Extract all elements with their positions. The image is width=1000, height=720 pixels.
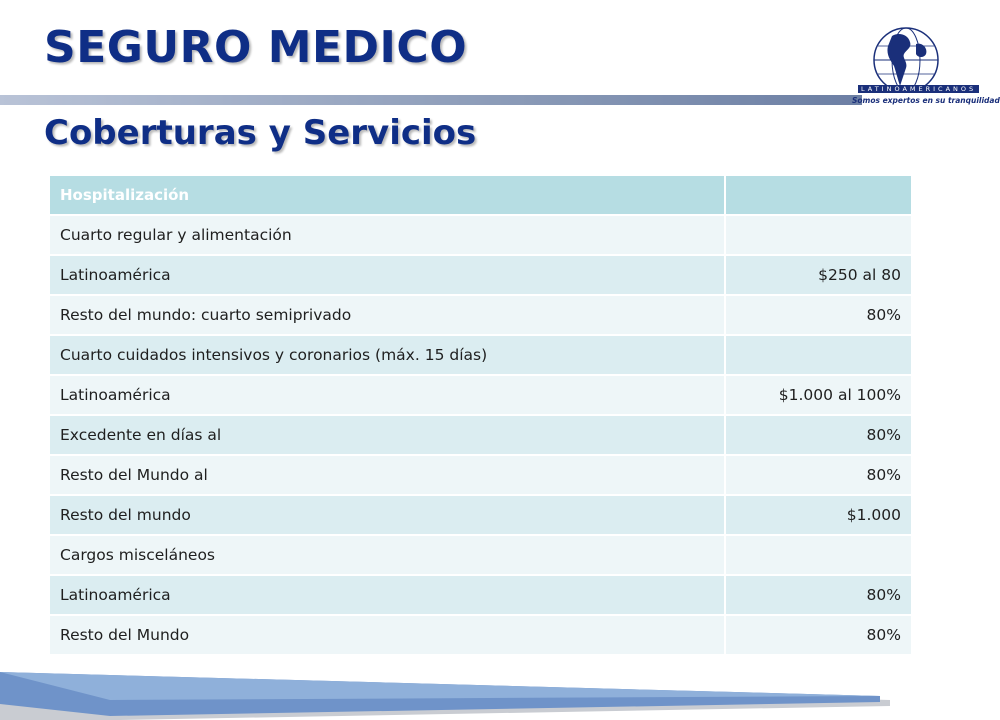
logo-tagline: Somos expertos en su tranquilidad — [852, 96, 1000, 105]
table-body — [49, 215, 912, 655]
bottom-decoration — [0, 660, 960, 720]
row-label: Excedente en días al — [49, 415, 725, 455]
table-row — [49, 575, 912, 615]
table-header-row — [49, 175, 912, 215]
table-header-label: Hospitalización — [49, 175, 725, 215]
table-row — [49, 335, 912, 375]
row-label: Cargos misceláneos — [49, 535, 725, 575]
title-divider — [0, 95, 862, 105]
row-value: 80% — [725, 575, 912, 615]
row-label: Latinoamérica — [49, 255, 725, 295]
table-row — [49, 255, 912, 295]
row-label: Latinoamérica — [49, 375, 725, 415]
row-value: 80% — [725, 615, 912, 655]
row-value — [725, 335, 912, 375]
row-value: $250 al 80 — [725, 255, 912, 295]
row-value: 80% — [725, 455, 912, 495]
row-value: 80% — [725, 415, 912, 455]
row-value — [725, 535, 912, 575]
row-label: Resto del mundo — [49, 495, 725, 535]
row-label: Cuarto regular y alimentación — [49, 215, 725, 255]
table-row — [49, 295, 912, 335]
row-label: Resto del Mundo al — [49, 455, 725, 495]
table-row — [49, 455, 912, 495]
row-label: Cuarto cuidados intensivos y coronarios (máx. 15 días) — [49, 335, 725, 375]
table-row — [49, 535, 912, 575]
table-row — [49, 615, 912, 655]
row-value — [725, 215, 912, 255]
coverage-table — [48, 174, 913, 656]
table-row — [49, 215, 912, 255]
row-label: Latinoamérica — [49, 575, 725, 615]
page-subtitle: Coberturas y Servicios — [44, 113, 477, 153]
row-value: 80% — [725, 295, 912, 335]
row-value: $1.000 al 100% — [725, 375, 912, 415]
table-header-value — [725, 175, 912, 215]
page-title: SEGURO MEDICO — [44, 22, 468, 73]
logo-band-text: LATINOAMERICANOS — [858, 85, 979, 93]
table-row — [49, 495, 912, 535]
row-label: Resto del mundo: cuarto semiprivado — [49, 295, 725, 335]
row-value: $1.000 — [725, 495, 912, 535]
table-row — [49, 415, 912, 455]
table-row — [49, 375, 912, 415]
row-label: Resto del Mundo — [49, 615, 725, 655]
